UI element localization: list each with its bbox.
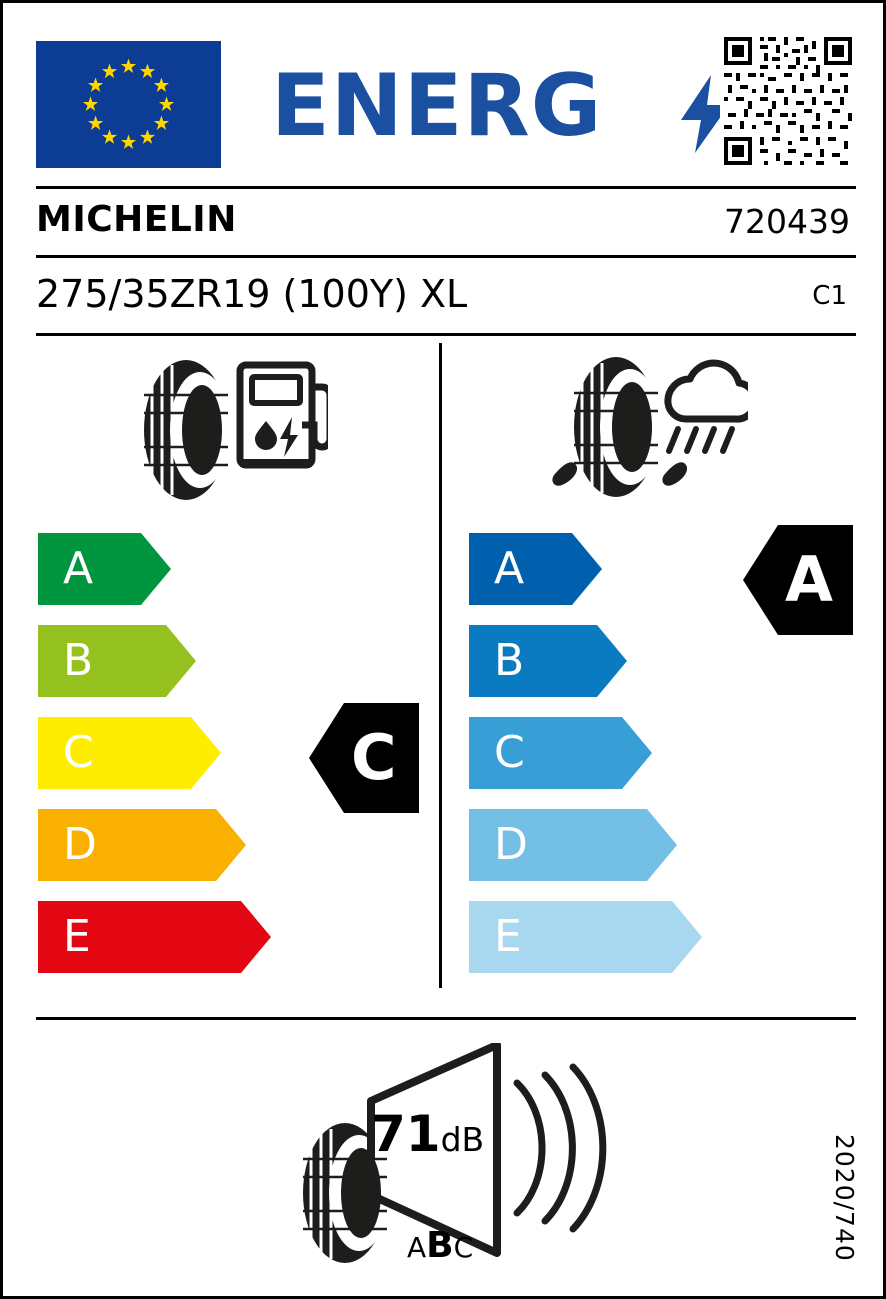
column-divider xyxy=(439,343,442,988)
product-code: 720439 xyxy=(724,202,850,241)
tyre-size: 275/35ZR19 (100Y) XL xyxy=(36,272,468,316)
brand-name: MICHELIN xyxy=(36,199,237,240)
fuel-grade-a xyxy=(38,533,171,605)
grade-letter: E xyxy=(494,911,522,962)
grade-letter: C xyxy=(494,727,525,778)
fuel-rating-letter: C xyxy=(351,721,397,794)
noise-value xyxy=(371,1105,484,1163)
grade-letter: B xyxy=(63,635,94,686)
grade-letter: D xyxy=(63,819,97,870)
wet-rating-letter: A xyxy=(785,543,833,616)
grade-letter: E xyxy=(63,911,91,962)
divider-noise xyxy=(36,1017,856,1020)
divider-brand xyxy=(36,255,856,258)
noise-db-number: 71 xyxy=(371,1105,441,1163)
grade-letter: A xyxy=(63,543,94,594)
qr-code-icon xyxy=(720,33,856,169)
fuel-pump-icon xyxy=(240,365,328,467)
eu-flag-icon xyxy=(36,41,221,168)
noise-class-c: C xyxy=(453,1231,474,1264)
grade-letter: C xyxy=(63,727,94,778)
sound-waves-icon xyxy=(517,1067,603,1229)
fuel-efficiency-pictogram xyxy=(128,355,328,509)
tyre-icon xyxy=(574,357,660,497)
wet-grade-a xyxy=(469,533,602,605)
noise-class-b-selected: B xyxy=(426,1225,454,1266)
divider-size xyxy=(36,333,856,336)
regulation-reference: 2020/740 xyxy=(830,1134,859,1262)
label-header xyxy=(36,33,856,173)
noise-class-scale xyxy=(407,1225,473,1266)
tyre-icon xyxy=(144,360,230,500)
wet-grip-pictogram xyxy=(538,355,748,509)
rain-cloud-icon xyxy=(668,363,748,451)
fuel-rating-badge xyxy=(309,703,419,813)
page-title: ENERG xyxy=(271,56,603,156)
divider-top xyxy=(36,186,856,189)
grade-letter: B xyxy=(494,635,525,686)
wet-grade-b xyxy=(469,625,627,697)
noise-db-unit: dB xyxy=(440,1120,485,1159)
grade-letter: D xyxy=(494,819,528,870)
noise-class-a: A xyxy=(407,1231,427,1264)
wet-rating-badge xyxy=(743,525,853,635)
grade-letter: A xyxy=(494,543,525,594)
fuel-grade-b xyxy=(38,625,196,697)
tyre-class: C1 xyxy=(812,281,847,311)
